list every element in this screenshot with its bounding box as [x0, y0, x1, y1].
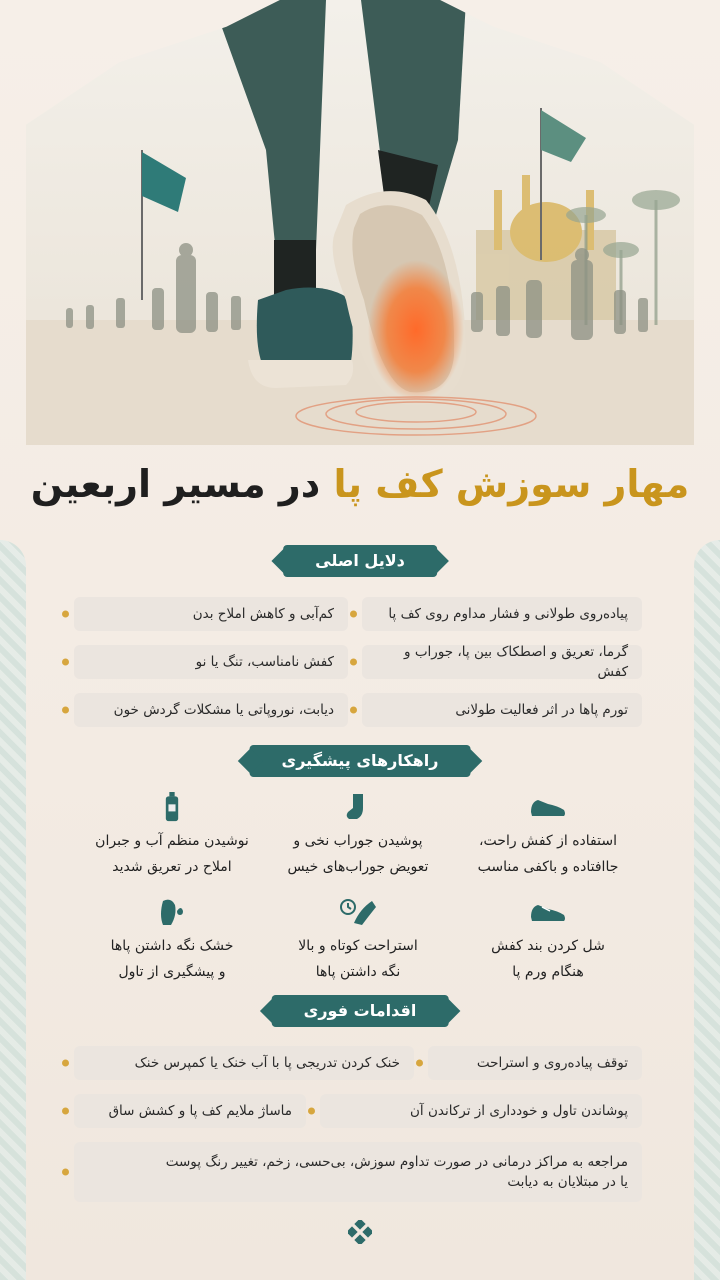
cause-text: پیاده‌روی طولانی و فشار مداوم روی کف پا [388, 606, 628, 622]
bullet-dot [62, 659, 69, 666]
cause-item [362, 693, 642, 727]
cause-text: گرما، تعریق و اصطکاک بین پا، جوراب و کفش [404, 644, 628, 680]
right-pattern-panel [694, 540, 720, 1280]
tip-line: شل کردن بند کفش [491, 938, 605, 954]
tip-line: املاح در تعریق شدید [112, 859, 232, 875]
tip-line: نوشیدن منظم آب و جبران [95, 833, 249, 849]
brand-logo-icon [348, 1220, 372, 1244]
bullet-dot [62, 611, 69, 618]
tip-line: جاافتاده و باکفی مناسب [477, 859, 619, 875]
tip-line: استراحت کوتاه و بالا [298, 938, 418, 954]
cause-item [362, 645, 642, 679]
cause-item [74, 693, 348, 727]
action-text: مراجعه به مراکز درمانی در صورت تداوم سوزش، بی‌حسی، زخم، تغییر رنگ پوست [165, 1154, 628, 1170]
tip-line: خشک نگه داشتن پاها [110, 938, 234, 954]
action-text: توقف پیاده‌روی و استراحت [476, 1055, 628, 1071]
cause-text: تورم پاها در اثر فعالیت طولانی [455, 702, 628, 718]
bullet-dot [62, 1108, 69, 1115]
hero-illustration [26, 0, 694, 445]
cause-text: دیابت، نوروپاتی یا مشکلات گردش خون [113, 702, 334, 718]
cause-item [74, 645, 348, 679]
bullet-dot [416, 1060, 423, 1067]
bullet-dot [62, 1169, 69, 1176]
action-item [74, 1094, 306, 1128]
title-main: مهار سوزش کف پا [333, 462, 690, 506]
shoe-icon [528, 792, 568, 822]
title-rest: در مسیر اربعین [30, 462, 321, 506]
bullet-dot [350, 659, 357, 666]
action-item-long [74, 1142, 642, 1202]
bullet-dot [62, 707, 69, 714]
cause-item [74, 597, 348, 631]
bullet-dot [62, 1060, 69, 1067]
tip-line: و پیشگیری از تاول [118, 964, 226, 980]
cause-text: کفش نامناسب، تنگ یا نو [195, 654, 334, 670]
tip-item [258, 897, 458, 985]
causes-heading: دلایل اصلی [283, 545, 437, 577]
action-text: یا در مبتلایان به دیابت [507, 1174, 628, 1190]
rest-foot-icon [338, 897, 378, 927]
actions-heading: اقدامات فوری [272, 995, 449, 1027]
dry-foot-icon [157, 897, 187, 927]
tip-line: استفاده از کفش راحت، [479, 833, 617, 849]
tip-line: هنگام ورم پا [512, 964, 584, 980]
tip-line: نگه داشتن پاها [315, 964, 401, 980]
tip-line: تعویض جوراب‌های خیس [287, 859, 429, 875]
action-item [74, 1046, 414, 1080]
tip-line: پوشیدن جوراب نخی و [293, 833, 423, 849]
action-item [428, 1046, 642, 1080]
left-pattern-panel [0, 540, 26, 1280]
action-item [320, 1094, 642, 1128]
tip-item [258, 792, 458, 880]
action-text: خنک کردن تدریجی پا با آب خنک یا کمپرس خنک [134, 1055, 400, 1071]
cause-text: کم‌آبی و کاهش املاح بدن [192, 606, 334, 622]
tip-item [448, 897, 648, 985]
action-text: ماساژ ملایم کف پا و کشش ساق [108, 1103, 292, 1119]
bullet-dot [308, 1108, 315, 1115]
page-title [0, 462, 720, 506]
bullet-dot [350, 707, 357, 714]
tip-item [448, 792, 648, 880]
tip-item [72, 792, 272, 880]
prevention-heading: راهکارهای پیشگیری [250, 745, 471, 777]
cause-item [362, 597, 642, 631]
loose-shoe-icon [528, 897, 568, 927]
sock-icon [343, 792, 373, 822]
bullet-dot [350, 611, 357, 618]
action-text: پوشاندن تاول و خودداری از ترکاندن آن [410, 1103, 628, 1119]
water-bottle-icon [162, 792, 182, 822]
tip-item [72, 897, 272, 985]
